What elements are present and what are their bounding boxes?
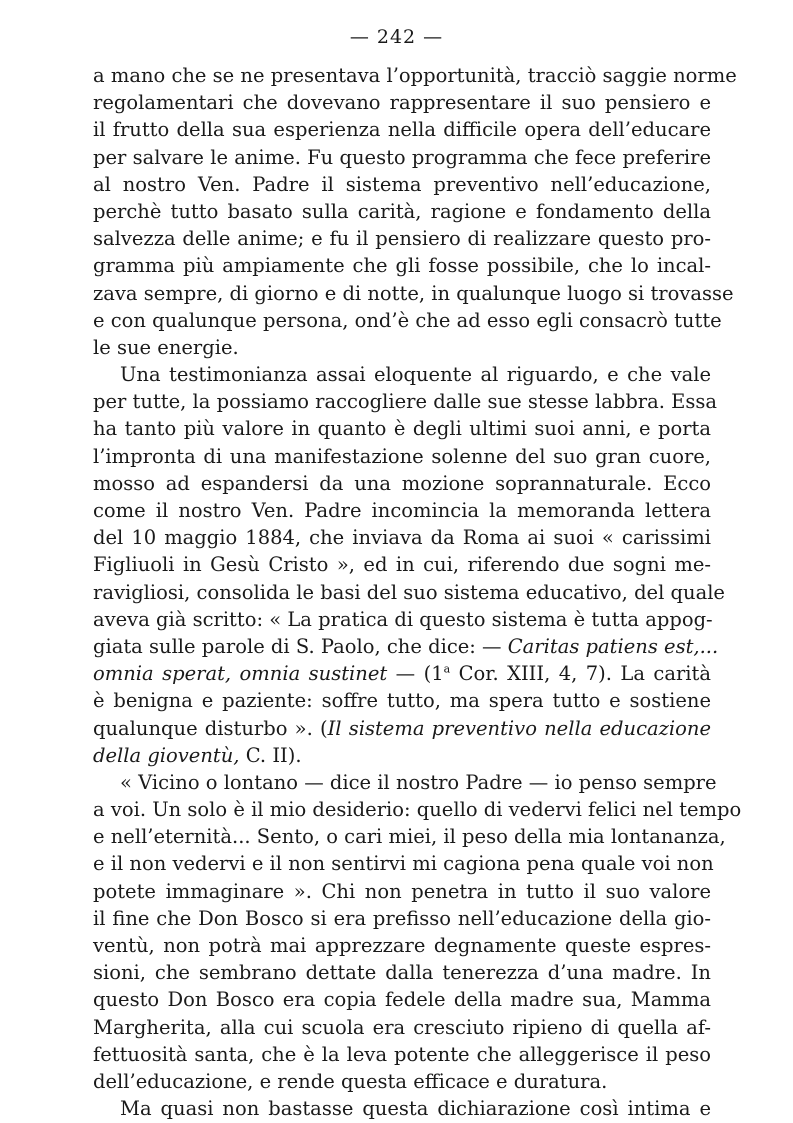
text-line	[93, 551, 711, 578]
text-line	[93, 660, 711, 687]
text-run: Figliuoli in Gesù Cristo », ed in cui, riferendo due sogni me-	[93, 553, 711, 577]
text-line	[93, 606, 711, 633]
text-line	[93, 116, 711, 143]
text-run: — (1	[387, 662, 444, 686]
text-run: fettuosità santa, che è la leva potente che alleggerisce il peso	[93, 1042, 711, 1066]
text-line	[93, 388, 718, 415]
text-line	[93, 905, 711, 932]
text-line	[93, 959, 711, 986]
text-run: aveva già scritto: « La pratica di questo sistema è tutta appog-	[93, 607, 713, 631]
text-run: ravigliosi, consolida le basi del suo sistema educativo, del quale	[93, 580, 725, 604]
text-run: C. II).	[239, 743, 302, 767]
text-line	[93, 687, 711, 714]
text-run: salvezza delle anime; e fu il pensiero di realizzare questo pro-	[93, 227, 711, 251]
text-run: a mano che se ne presentava l’opportunità, tracciò saggie norme	[93, 64, 737, 87]
text-run: come il nostro Ven. Padre incomincia la memoranda lettera	[93, 499, 711, 522]
text-line	[93, 796, 742, 823]
text-line	[93, 579, 725, 606]
superscript: a	[443, 662, 451, 676]
paragraph	[93, 1095, 711, 1122]
text-run: questo Don Bosco era copia fedele della madre sua, Mamma	[93, 988, 711, 1012]
text-run: zava sempre, di giorno e di notte, in qualunque luogo si trovasse	[93, 281, 734, 305]
text-run: qualunque disturbo ». (	[93, 716, 328, 740]
text-line	[93, 225, 711, 252]
italic-text: Caritas patiens est,...	[507, 634, 719, 658]
italic-text: Il sistema preventivo nella educazione	[327, 716, 711, 740]
text-run: mosso ad espandersi da una mozione soprannaturale. Ecco	[93, 471, 711, 495]
text-line	[93, 198, 711, 225]
text-run: dell’educazione, e rende questa efficace e duratura.	[93, 1069, 608, 1093]
text-line	[93, 932, 711, 959]
text-line	[93, 252, 711, 279]
text-run: giata sulle parole di S. Paolo, che dice: —	[93, 634, 508, 658]
text-run: il fine che Don Bosco si era prefisso nell’educazione della gio-	[93, 906, 711, 930]
text-run: il frutto della sua esperienza nella difficile opera dell’educare	[93, 118, 711, 142]
text-line	[93, 497, 711, 524]
italic-text: omnia sperat, omnia sustinet	[93, 662, 388, 686]
text-line	[93, 470, 711, 497]
text-run: Margherita, alla cui scuola era cresciuto ripieno di quella af-	[93, 1015, 711, 1039]
text-run: per tutte, la possiamo raccogliere dalle sue stesse labbra. Essa	[93, 390, 718, 414]
text-line	[93, 1068, 711, 1095]
text-line	[93, 633, 719, 660]
paragraph	[93, 361, 725, 769]
text-line	[93, 1095, 711, 1122]
text-run: Cor. XIII, 4, 7). La carità	[450, 662, 711, 686]
text-line	[93, 715, 711, 742]
text-run: ha tanto più valore in quanto è degli ultimi suoi anni, e porta	[93, 417, 711, 441]
text-run: potete immaginare ». Chi non penetra in tutto il suo valore	[93, 879, 711, 903]
text-line	[93, 89, 711, 116]
text-run: Una testimonianza assai eloquente al riguardo, e che vale	[120, 363, 711, 387]
text-run: regolamentari che dovevano rappresentare il suo pensiero e	[93, 91, 711, 115]
text-line	[93, 280, 734, 307]
text-run: sioni, che sembrano dettate dalla tenerezza d’una madre. In	[93, 961, 711, 985]
text-run: e il non vedervi e il non sentirvi mi cagiona pena quale voi non	[93, 852, 714, 876]
text-line	[93, 62, 737, 89]
text-line	[93, 850, 714, 877]
text-line	[93, 1041, 711, 1068]
italic-text: della gioventù,	[93, 743, 240, 767]
text-line	[93, 415, 711, 442]
text-run: « Vicino o lontano — dice il nostro Padre — io penso sempre	[120, 770, 717, 794]
text-run: l’impronta di una manifestazione solenne del suo gran cuore,	[93, 444, 711, 468]
text-run: ventù, non potrà mai apprezzare degnamente queste espres-	[93, 934, 711, 957]
text-line	[93, 334, 711, 361]
page-number: — 242 —	[349, 26, 444, 48]
text-run: perchè tutto basato sulla carità, ragione e fondamento della	[93, 199, 711, 223]
text-run: Ma quasi non bastasse questa dichiarazione così intima e	[120, 1097, 711, 1121]
text-line	[93, 144, 711, 171]
text-line	[93, 524, 711, 551]
text-line	[93, 769, 717, 796]
text-line	[93, 307, 722, 334]
text-line	[93, 1014, 711, 1041]
paragraph	[93, 769, 742, 1095]
text-run: a voi. Un solo è il mio desiderio: quello di vedervi felici nel tempo	[93, 798, 742, 822]
text-run: gramma più ampiamente che gli fosse possibile, che lo incal-	[93, 254, 711, 278]
text-line	[93, 443, 711, 470]
paragraph	[93, 62, 737, 361]
text-run: del 10 maggio 1884, che inviava da Roma ai suoi « carissimi	[93, 526, 711, 550]
text-run: e con qualunque persona, ond’è che ad esso egli consacrò tutte	[93, 308, 722, 332]
text-run: al nostro Ven. Padre il sistema preventivo nell’educazione,	[93, 172, 711, 196]
text-run: è benigna e paziente: soffre tutto, ma spera tutto e sostiene	[93, 689, 711, 713]
text-line	[93, 823, 726, 850]
text-line	[93, 361, 711, 388]
text-run: e nell’eternità... Sento, o cari miei, il peso della mia lontananza,	[93, 825, 726, 849]
text-line	[93, 986, 711, 1013]
text-line	[93, 171, 711, 198]
text-line	[93, 878, 711, 905]
body-text	[93, 62, 742, 1122]
text-run: le sue energie.	[93, 335, 239, 359]
text-run: per salvare le anime. Fu questo programma che fece preferire	[93, 145, 711, 169]
text-line	[93, 742, 711, 769]
